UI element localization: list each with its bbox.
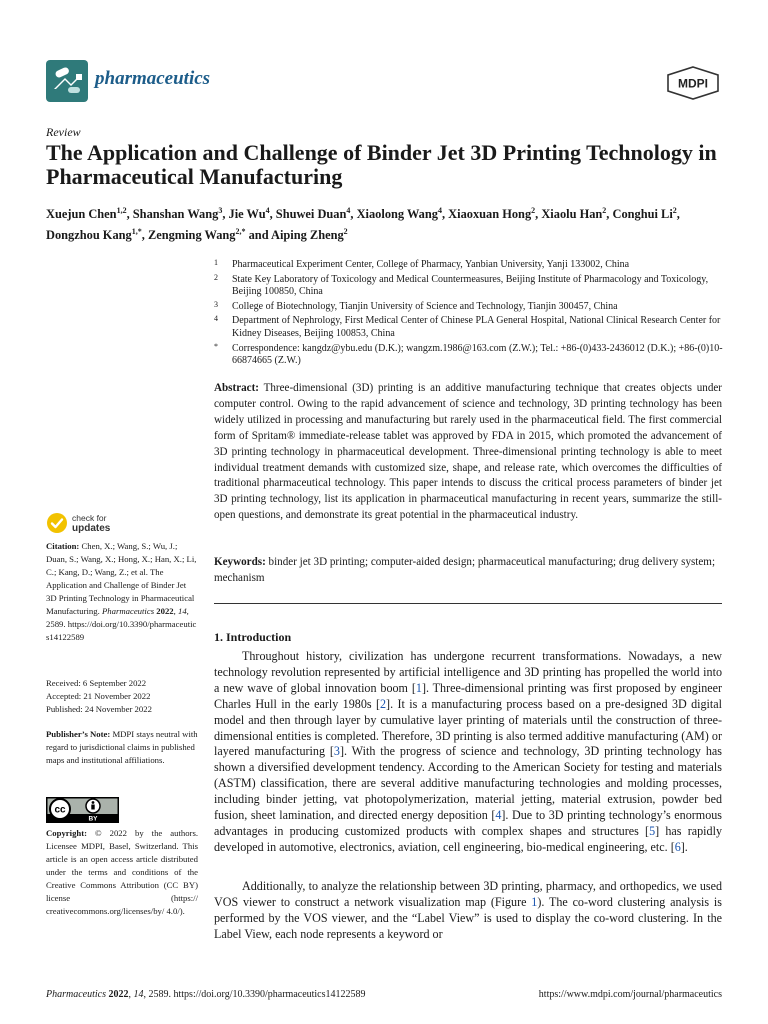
author-name[interactable]: Jie Wu <box>228 207 266 222</box>
affiliation-text: Pharmaceutical Experiment Center, College of Pharmacy, Yanbian University, Yanji 133002, China <box>232 259 630 270</box>
affiliation-marker: 3 <box>214 299 218 309</box>
author-affiliation-marker: 4 <box>346 206 351 215</box>
published-date: Published: 24 November 2022 <box>46 704 152 714</box>
keywords <box>214 555 722 587</box>
check-updates-line2: updates <box>72 522 111 534</box>
journal-logo-icon <box>46 60 88 102</box>
intro-paragraph-2: Additionally, to analyze the relationship between 3D printing, pharmacy, and orthopedics, we used VOS viewer to construct a network visualization map (Figure 1). The co-word clustering analysis is performed by the VOS viewer, and the “Label View” is used to display the co-word clustering. In the Label View, each node represents a keyword or <box>214 879 722 941</box>
intro-paragraph-1: Throughout history, civilization has undergone recurrent transformations. Nowadays, a new technology revolution represented by artificial intelligence and 3D printing has propelled the world into a new wave of global innovation boom [1]. Three-dimensional printing was first proposed by engineer Charles Hull in the early 1980s [2]. It is a manufacturing process based on a pre-designed 3D digital model and then through layer by cumulative layer printing of materials until the construction of three-dimensional entities is completed. Therefore, 3D printing is also termed additive manufacturing (AM) or layered manufacturing [3]. With the progress of science and technology, 3D printing technology has shown a diversified development tendency. According to the American Society for testing and materials (ASTM) classification, there are several additive manufacturing technologies and molding processes, including binder jetting, vat photopolymerization, material jetting, material extrusion, powder bed fusion, sheet lamination, and directed energy deposition [4]. Due to 3D printing technology’s enormous advantages in producing customized products with complex shapes and structures [5] has rapidly developed in automotive, electronics, aviation, cell engineering, bio-medical engineering, etc. [6]. <box>214 649 723 854</box>
affiliation-marker: 2 <box>214 272 218 282</box>
affiliation-text: Department of Nephrology, First Medical Center of Chinese PLA General Hospital, National Clinical Research Center for Kidney Diseases, Beijing 100853, China <box>232 315 721 339</box>
keywords-text: binder jet 3D printing; computer-aided design; pharmaceutical manufacturing; drug delivery system; mechanism <box>214 556 716 584</box>
author-affiliation-marker: 2 <box>343 227 348 237</box>
author-separator: , <box>222 207 229 222</box>
affiliation-text: Correspondence: kangdz@ybu.edu (D.K.); wangzm.1986@163.com (Z.W.); Tel.: +86-(0)433-2436012 (D.K.); +86-(0)10-66874665 (Z.W.) <box>232 342 723 367</box>
author-name[interactable]: Shanshan Wang <box>132 207 219 222</box>
author-name[interactable]: Zengming Wang <box>147 228 236 243</box>
author-separator: , <box>126 207 133 222</box>
keywords-label: Keywords: <box>214 556 266 568</box>
abstract-label: Abstract: <box>214 382 259 394</box>
article-type: Review <box>46 125 81 139</box>
figure-link[interactable]: 1 <box>531 894 538 909</box>
citation-year: 2022 <box>156 606 174 616</box>
footer-year: 2022 <box>108 989 129 1000</box>
affiliation-item <box>214 343 724 368</box>
author-separator: and <box>245 228 272 243</box>
author-affiliation-marker: 2 <box>602 206 607 215</box>
citation-journal: Pharmaceutics <box>101 606 155 616</box>
author-separator: , <box>141 228 148 243</box>
author-affiliation-marker: 4 <box>265 206 270 215</box>
author-name[interactable]: Xiaolu Han <box>541 207 603 222</box>
citation-pages: , 2589. <box>46 606 189 629</box>
affiliation-item <box>214 315 724 340</box>
author-name[interactable]: Aiping Zheng <box>271 228 344 243</box>
mdpi-logo-icon[interactable] <box>665 66 721 100</box>
author-separator: , <box>350 207 357 222</box>
publication-dates <box>46 677 198 716</box>
author-affiliation-marker: 2,* <box>235 227 246 237</box>
author-separator: , <box>676 207 680 222</box>
author-separator: , <box>606 207 613 222</box>
copyright-notice <box>46 827 198 918</box>
author-separator: , <box>269 207 276 222</box>
check-for-updates-button[interactable] <box>46 512 132 538</box>
author-name[interactable]: Conghui Li <box>612 207 673 222</box>
author-separator: , <box>535 207 542 222</box>
author-name[interactable]: Shuwei Duan <box>275 207 347 222</box>
abstract <box>214 381 722 524</box>
affiliation-item <box>214 274 724 299</box>
author-name[interactable]: Xiaoxuan Hong <box>448 207 532 222</box>
received-date: Received: 6 September 2022 <box>46 678 147 688</box>
copyright-label: Copyright: <box>46 828 88 838</box>
author-affiliation-marker: 3 <box>218 206 223 215</box>
copyright-text: © 2022 by the authors. Licensee MDPI, Basel, Switzerland. This article is an open access article distributed under the terms and conditions of the Creative Commons Attribution (CC BY) license (https:// creativecommons.org/licenses/by/ 4.0/). <box>46 828 199 916</box>
author-affiliation-marker: 1,2 <box>116 206 127 215</box>
author-affiliation-marker: 2 <box>531 206 536 215</box>
citation-volume: 14 <box>177 606 187 616</box>
affiliation-marker: * <box>214 341 218 351</box>
affiliation-marker: 1 <box>214 258 218 267</box>
by-text: BY <box>88 815 98 823</box>
author-affiliation-marker: 4 <box>437 206 442 215</box>
author-list <box>46 202 726 244</box>
affiliation-text: College of Biotechnology, Tianjin University of Science and Technology, Tianjin 300457, China <box>232 300 618 312</box>
affiliation-text: State Key Laboratory of Toxicology and Medical Countermeasures, Beijing Institute of Pharmacology and Toxicology, Beijing 100850, China <box>232 273 709 298</box>
check-updates-line1: check for <box>72 513 107 523</box>
article-title: The Application and Challenge of Binder Jet 3D Printing Technology in Pharmaceutical Manufacturing <box>46 140 717 189</box>
reference-link[interactable]: 2 <box>380 696 387 711</box>
journal-name[interactable]: pharmaceutics <box>95 68 211 89</box>
reference-link[interactable]: 6 <box>674 839 681 854</box>
affiliation-marker: 4 <box>214 314 218 324</box>
footer-journal: Pharmaceutics <box>46 989 106 1000</box>
footer-journal-url[interactable]: https://www.mdpi.com/journal/pharmaceutics <box>538 989 722 1000</box>
section-divider <box>214 603 722 604</box>
affiliation-item <box>214 301 724 314</box>
publisher-note-text: MDPI stays neutral with regard to jurisdictional claims in published maps and institutional affiliations. <box>46 729 198 765</box>
citation-text: Chen, X.; Wang, S.; Wu, J.; Duan, S.; Wang, X.; Hong, X.; Han, X.; Li, C.; Kang, D.; Wang, Z.; et al. The Application and Challenge of Binder Jet 3D Printing Technology in Pharmaceutical Manufacturing. <box>46 541 197 616</box>
abstract-text: Three-dimensional (3D) printing is an additive manufacturing technique that creates objects under computer control. Owing to the rapid advancement of science and technology, 3D printing technology has been widely utilized in processing and manufacturing but rarely used in the pharmaceutical field. The first commercial form of Spritam® immediate-release tablet was approved by FDA in 2015, which promoted the advancement of 3D printing technology in pharmaceutical development. Three-dimensional printing technology is able to meet individual treatment demands with customized size, shape, and release rate, which overcomes the difficulties of traditional pharmaceutical technology. This paper intends to discuss the critical process parameters of binder jet 3D printing technology, list its application in pharmaceutical manufacturing in recent years, summarize the still-open questions, and demonstrate its great potential in the pharmaceutical industry. <box>214 382 722 522</box>
cc-by-license-icon[interactable] <box>46 797 119 823</box>
footer-citation: Pharmaceutics 2022, 14, 2589. https://doi.org/10.3390/pharmaceutics14122589 <box>46 989 366 1000</box>
citation-doi-link[interactable]: https://doi.org/10.3390/pharmaceutics14122589 <box>46 619 197 642</box>
author-name[interactable]: Dongzhou Kang <box>46 228 132 243</box>
publisher-note-label: Publisher’s Note: <box>46 729 111 739</box>
publisher-note <box>46 728 198 767</box>
author-separator: , <box>441 207 449 222</box>
reference-link[interactable]: 1 <box>415 680 422 695</box>
check-updates-icon <box>46 512 68 534</box>
affiliation-item <box>214 259 724 272</box>
author-affiliation-marker: 1,* <box>131 227 142 237</box>
mdpi-logo-text: MDPI <box>678 76 708 91</box>
author-affiliation-marker: 2 <box>672 206 677 215</box>
author-name[interactable]: Xuejun Chen <box>46 207 117 222</box>
author-name[interactable]: Xiaolong Wang <box>356 207 438 222</box>
reference-link[interactable]: 5 <box>649 823 656 838</box>
reference-link[interactable]: 4 <box>495 808 502 823</box>
affiliations <box>214 259 724 370</box>
reference-link[interactable]: 3 <box>333 744 340 759</box>
accepted-date: Accepted: 21 November 2022 <box>46 691 151 701</box>
section-heading: 1. Introduction <box>214 630 292 644</box>
cc-text: cc <box>54 804 66 816</box>
footer-doi[interactable]: , 2589. https://doi.org/10.3390/pharmaceutics14122589 <box>143 989 366 1000</box>
citation-block: Citation: Chen, X.; Wang, S.; Wu, J.; Duan, S.; Wang, X.; Hong, X.; Han, X.; Li, C.; Kang, D.; Wang, Z.; et al. The Application and Challenge of Binder Jet 3D Printing Technology in Pharmaceutical Manufacturing. Pharmaceutics 2022, 14, 2589. https://doi.org/10.3390/pharmaceutics14122589 <box>46 541 197 642</box>
citation-label: Citation: <box>46 541 80 551</box>
footer-volume: 14 <box>133 989 144 1000</box>
